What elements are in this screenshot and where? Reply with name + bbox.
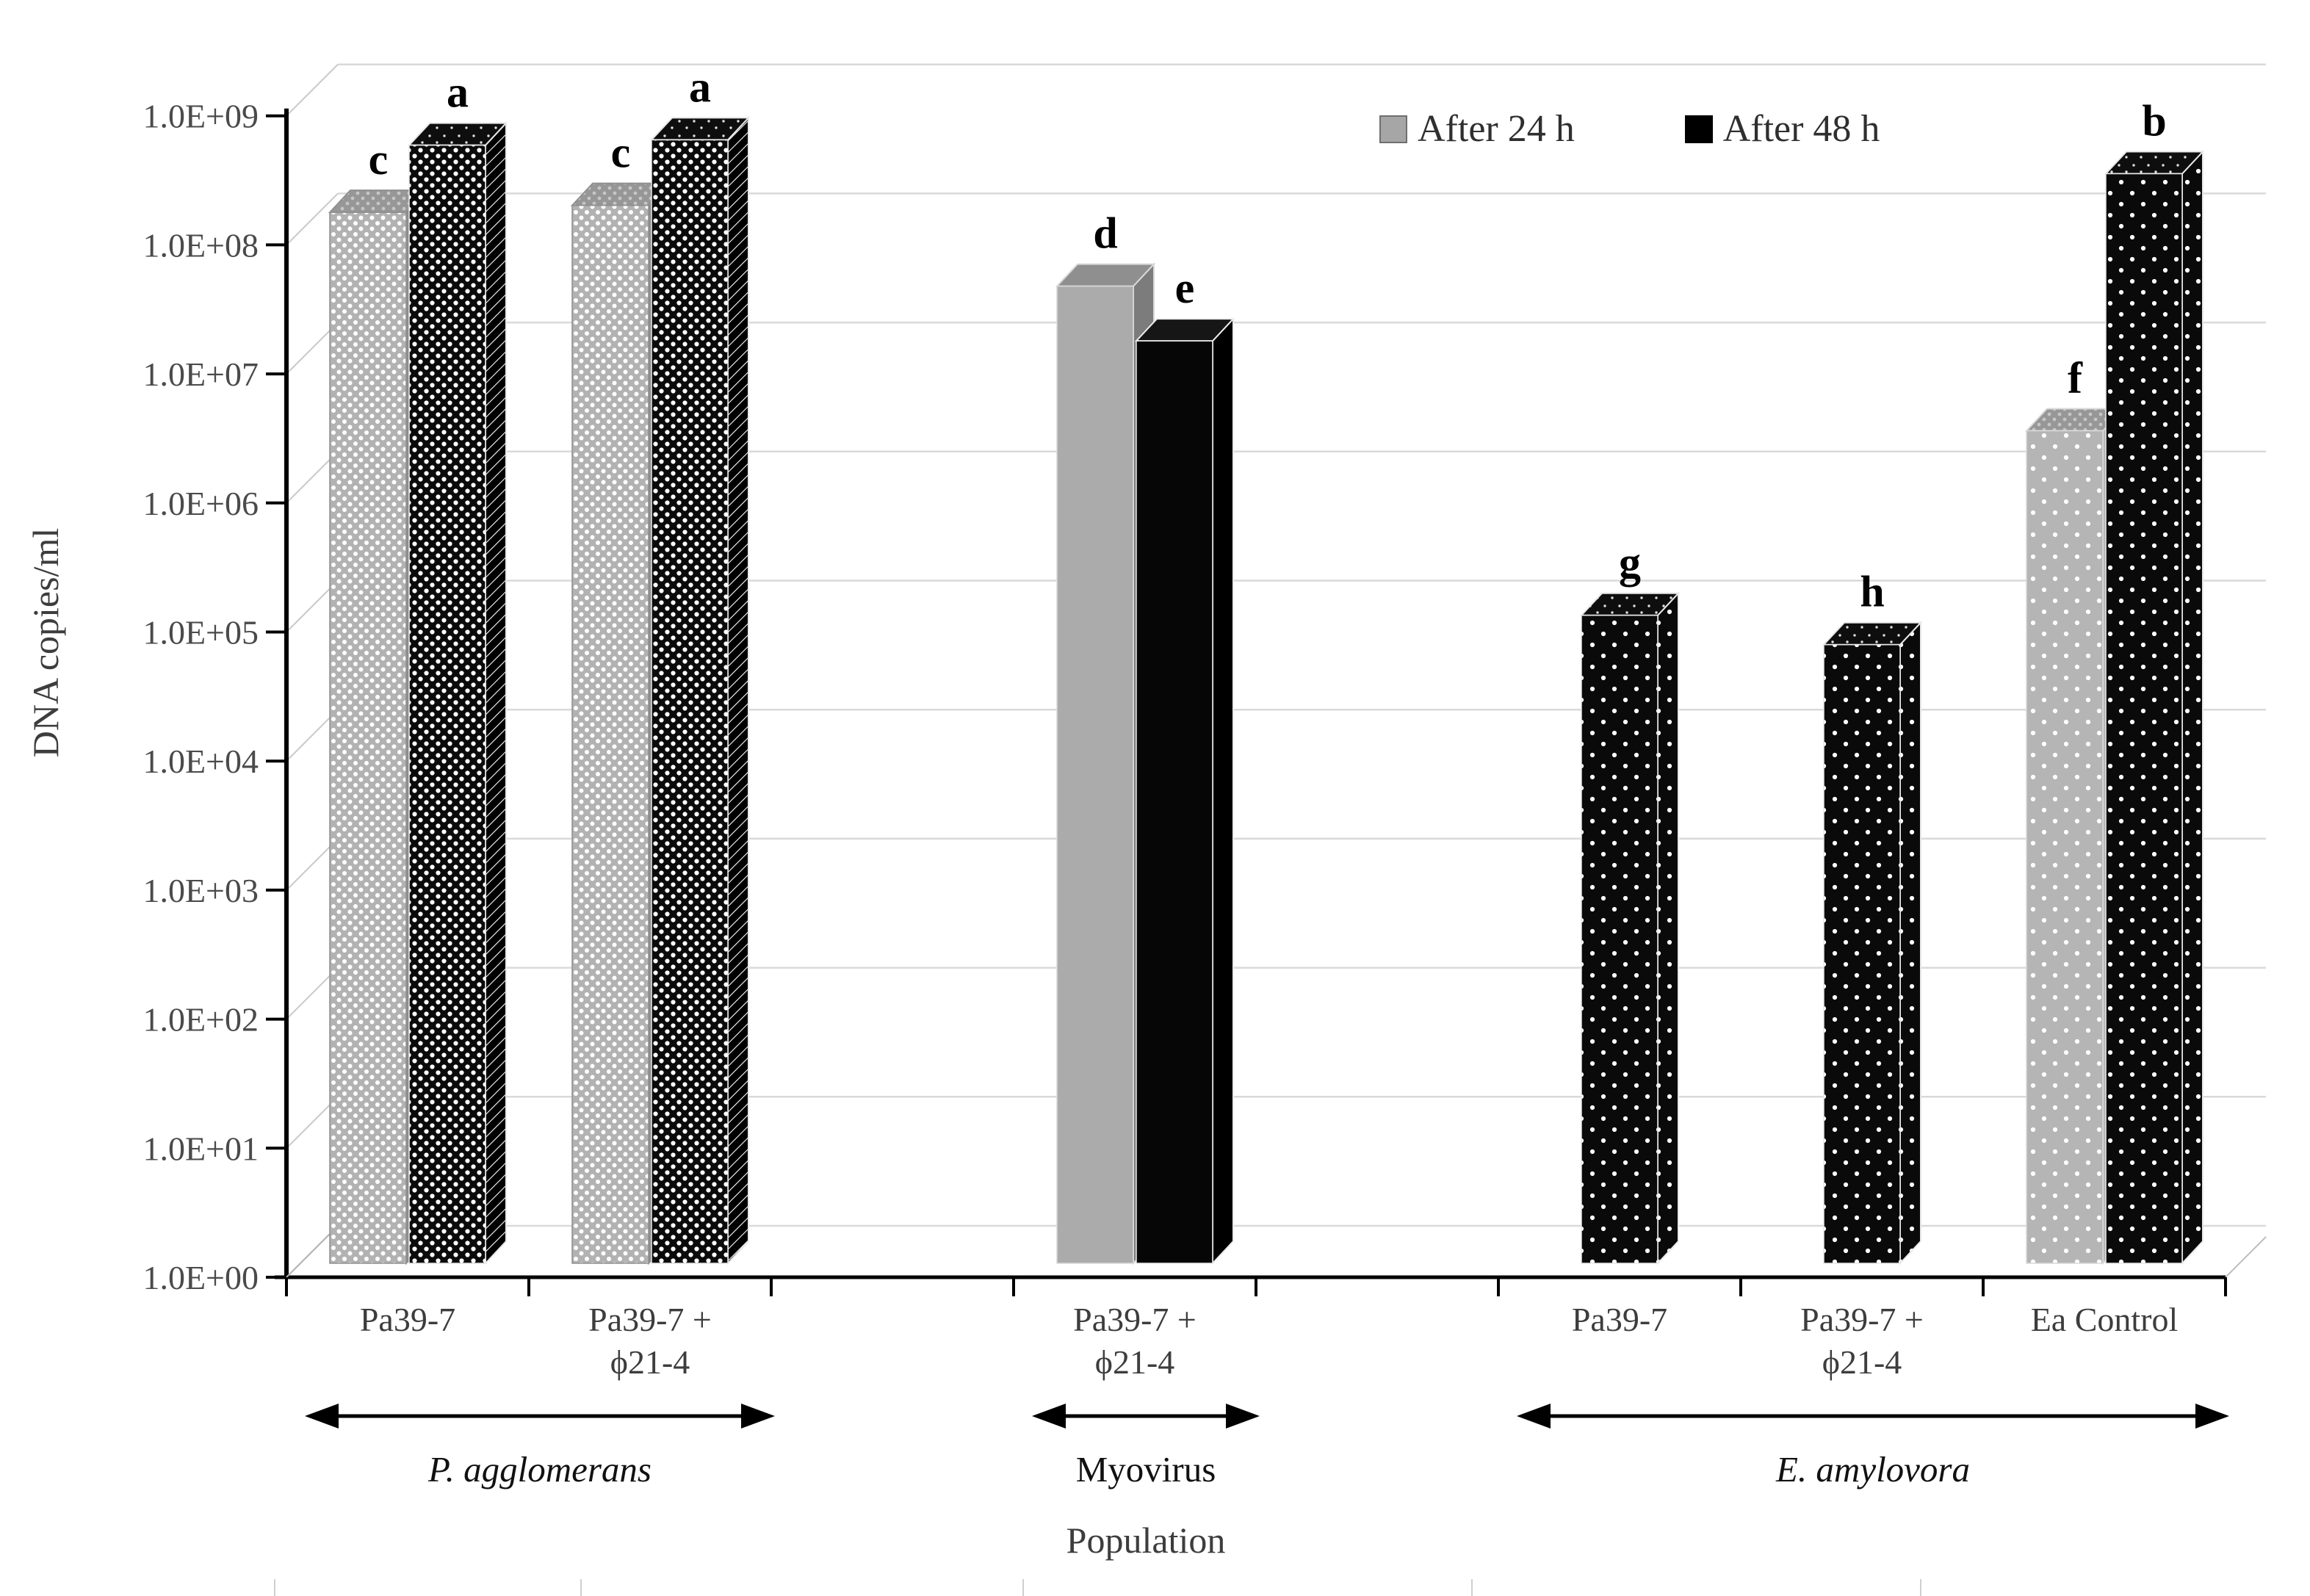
legend bbox=[1379, 107, 1880, 151]
group-range-arrow bbox=[1517, 1404, 2229, 1429]
legend-swatch-after-48h bbox=[1685, 115, 1713, 143]
legend-item-after-48h bbox=[1685, 107, 1880, 151]
bar-side-face bbox=[486, 123, 506, 1263]
group-label: Myovirus bbox=[1075, 1449, 1216, 1490]
bar-front-face bbox=[330, 212, 406, 1263]
bar-front-face bbox=[2106, 174, 2182, 1263]
bar-letter-label: b bbox=[2142, 96, 2167, 145]
y-axis-tick-label: 1.0E+07 bbox=[142, 355, 259, 394]
bar-e bbox=[1136, 264, 1233, 1263]
bar-front-face bbox=[1136, 341, 1213, 1263]
category-tick-label: Pa39-7 + ϕ21-4 bbox=[1073, 1301, 1196, 1381]
y-axis-tick-label: 1.0E+00 bbox=[142, 1259, 259, 1296]
arrowhead-left bbox=[1517, 1404, 1551, 1429]
bar-h bbox=[1824, 568, 1921, 1263]
group-range-arrow bbox=[305, 1404, 775, 1429]
arrowhead-left bbox=[1032, 1404, 1066, 1429]
bar-letter-label: c bbox=[368, 135, 389, 184]
bar-letter-label: h bbox=[1860, 567, 1885, 616]
category-tick-label: Pa39-7 bbox=[1571, 1301, 1668, 1338]
bar-front-face bbox=[409, 145, 486, 1263]
arrowhead-right bbox=[2195, 1404, 2229, 1429]
arrowhead-right bbox=[741, 1404, 775, 1429]
bar-letter-label: f bbox=[2068, 353, 2082, 402]
bar-letter-label: a bbox=[447, 68, 469, 117]
y-axis-title: DNA copies/ml bbox=[25, 527, 66, 758]
bar-side-face bbox=[1213, 319, 1233, 1263]
bar-front-face bbox=[1057, 286, 1133, 1263]
bar-front-face bbox=[2026, 431, 2103, 1263]
bar-letter-label: c bbox=[610, 128, 631, 177]
category-tick-label: Pa39-7 + ϕ21-4 bbox=[588, 1301, 712, 1381]
bar-side-face bbox=[2182, 152, 2203, 1263]
group-label: E. amylovora bbox=[1776, 1449, 1970, 1490]
y-axis-tick-label: 1.0E+02 bbox=[142, 1000, 259, 1039]
bar-front-face bbox=[652, 140, 728, 1263]
bar-g bbox=[1581, 538, 1678, 1263]
category-tick-label: Pa39-7 + ϕ21-4 bbox=[1800, 1301, 1924, 1381]
y-axis-tick-label: 1.0E+03 bbox=[142, 871, 259, 909]
bar-front-face bbox=[1824, 645, 1900, 1263]
floor-right-edge bbox=[2226, 1237, 2266, 1277]
group-label: P. agglomerans bbox=[427, 1449, 652, 1490]
y-axis-tick-label: 1.0E+04 bbox=[142, 743, 259, 781]
bar-b bbox=[2106, 97, 2203, 1263]
legend-item-after-24h bbox=[1379, 107, 1575, 151]
legend-label-after-24h: After 24 h bbox=[1418, 108, 1575, 150]
gridline-3d-connector bbox=[286, 65, 338, 116]
arrowhead-left bbox=[305, 1404, 339, 1429]
bar-letter-label: a bbox=[689, 62, 711, 112]
bar-side-face bbox=[1658, 593, 1678, 1263]
legend-label-after-48h: After 48 h bbox=[1722, 108, 1880, 150]
bar-side-face bbox=[1900, 623, 1921, 1263]
y-axis-tick-label: 1.0E+01 bbox=[142, 1130, 259, 1168]
y-axis-tick-label: 1.0E+09 bbox=[142, 97, 259, 135]
arrowhead-right bbox=[1226, 1404, 1260, 1429]
bar-front-face bbox=[1581, 615, 1658, 1263]
category-tick-label: Ea Control bbox=[2030, 1301, 2179, 1338]
bar-a bbox=[652, 62, 748, 1263]
bar-letter-label: g bbox=[1619, 538, 1641, 587]
legend-swatch-after-24h bbox=[1379, 115, 1407, 143]
y-axis-tick-label: 1.0E+08 bbox=[142, 226, 259, 264]
x-axis-title: Population bbox=[1066, 1520, 1226, 1561]
y-axis-tick-label: 1.0E+06 bbox=[142, 484, 259, 522]
bar-front-face bbox=[572, 206, 649, 1263]
group-range-arrow bbox=[1032, 1404, 1260, 1429]
bar-a bbox=[409, 68, 506, 1263]
bar-letter-label: e bbox=[1174, 264, 1195, 313]
bar-side-face bbox=[728, 118, 748, 1263]
y-axis-tick-label: 1.0E+05 bbox=[142, 613, 259, 651]
category-tick-label: Pa39-7 bbox=[359, 1301, 456, 1338]
bar-letter-label: d bbox=[1093, 209, 1118, 258]
